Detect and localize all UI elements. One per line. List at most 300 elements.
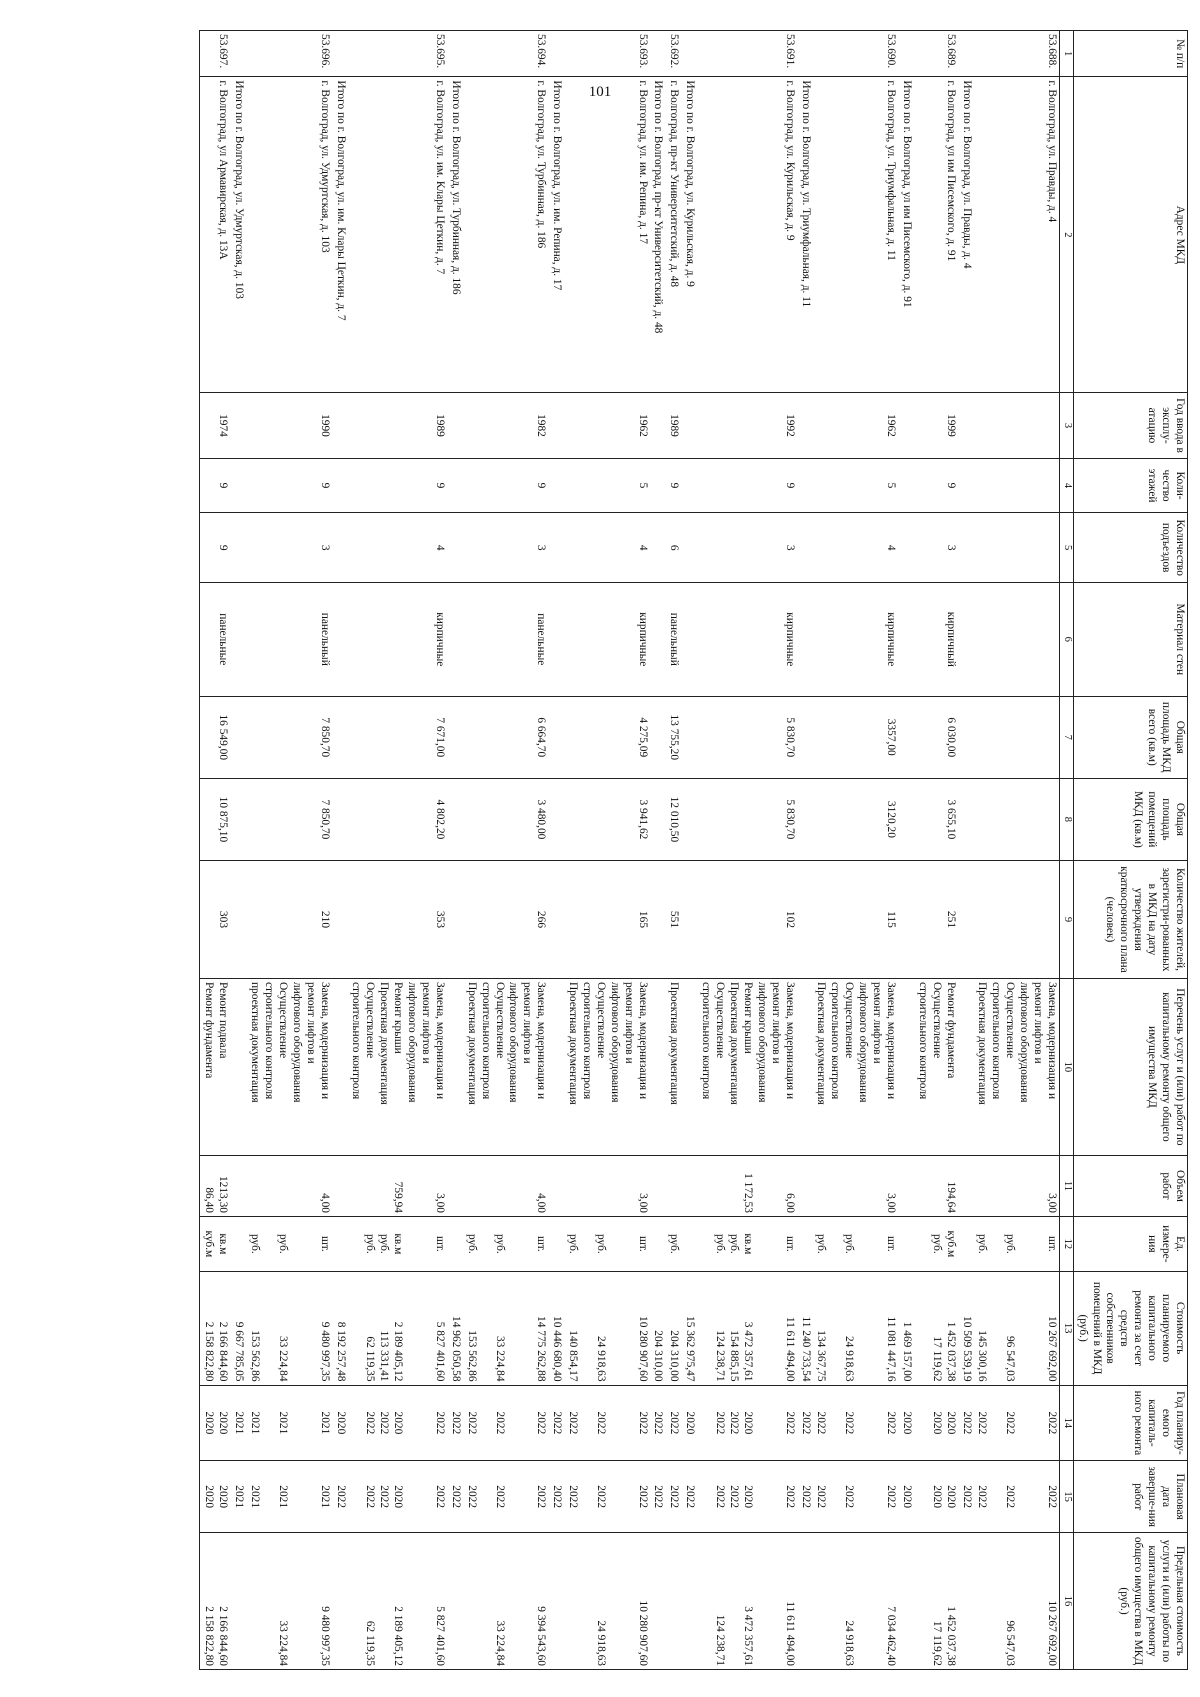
works-list-line: лифтового оборудования: [608, 981, 621, 1103]
work-volume: [813, 1155, 898, 1216]
repair-year-line: [349, 1389, 363, 1458]
floors: 5: [813, 458, 898, 513]
entrances: 3: [246, 513, 331, 583]
cost: [697, 1271, 796, 1385]
wall-material: [974, 582, 1060, 696]
limit-cost-line: [607, 1536, 621, 1666]
completion-date: [797, 1461, 813, 1533]
empty-cell: [548, 582, 564, 696]
empty-cell: [898, 1217, 914, 1272]
limit-cost: [246, 1532, 331, 1669]
completion-date-line: 2020: [900, 1485, 913, 1509]
empty-cell: [650, 978, 666, 1155]
work-volume-line: [506, 1159, 520, 1213]
empty-cell: [797, 978, 813, 1155]
residents: 266: [463, 860, 548, 978]
limit-cost: [230, 1532, 246, 1669]
column-header: Количество жителей, зарегистри-рованных в МКД на дату утверждения краткосрочного плана (человек): [1073, 860, 1187, 978]
work-volume-line: [478, 1159, 492, 1213]
work-volume-line: [376, 1159, 390, 1213]
address: Итого по г. Волгоград, ул. Правды, д. 4: [958, 77, 974, 393]
column-number: 15: [1059, 1461, 1073, 1533]
address: г. Волгоград, ул Армавирская, д. 13А: [200, 77, 230, 393]
empty-cell: [797, 458, 813, 513]
row-number: 53.688.: [974, 31, 1060, 77]
empty-cell: [447, 1217, 463, 1272]
repair-year-line: 2021: [249, 1411, 262, 1435]
works-list-line: Осуществление: [843, 981, 856, 1059]
empty-cell: [681, 458, 697, 513]
work-volume-line: [975, 1159, 989, 1213]
empty-cell: [898, 778, 914, 860]
limit-cost-line: 33 224,84: [493, 1620, 506, 1666]
address: Итого по г. Волгоград, ул. им. Репина, д. 17: [548, 77, 564, 393]
unit-line: [506, 1220, 520, 1268]
works-list-line: Осуществление: [714, 981, 727, 1059]
empty-cell: [332, 458, 348, 513]
empty-cell: [650, 1217, 666, 1272]
limit-cost-line: [376, 1536, 390, 1666]
cost-line: 8 192 257,48: [334, 1321, 347, 1382]
cost: [200, 1271, 230, 1385]
works-list: [914, 978, 958, 1155]
completion-date-line: 2022: [334, 1485, 347, 1509]
unit-line: руб.: [249, 1234, 262, 1254]
repair-year-line: 2022: [551, 1411, 564, 1435]
works-list-line: Замена, модернизация и: [884, 981, 897, 1100]
work-volume-line: 3,00: [1045, 1193, 1058, 1213]
empty-cell: [548, 1155, 564, 1216]
repair-year: [974, 1385, 1060, 1461]
floors: 9: [463, 458, 548, 513]
completion-date-line: 2022: [884, 1485, 897, 1509]
empty-cell: [650, 860, 666, 978]
cost-line: 10 267 692,00: [1045, 1316, 1058, 1382]
cost-line: 204 310,00: [652, 1330, 665, 1382]
work-volume: [974, 1155, 1060, 1216]
repair-year-line: 2020: [944, 1411, 957, 1435]
limit-cost-line: [519, 1536, 533, 1666]
column-header: № п/п: [1073, 31, 1187, 77]
unit: [348, 1217, 447, 1272]
limit-cost-line: [666, 1536, 680, 1666]
completion-date: [332, 1461, 348, 1533]
residents: 303: [200, 860, 230, 978]
cost-line: 33 224,84: [493, 1335, 506, 1382]
repair-year-line: 2022: [493, 1411, 506, 1435]
cost-line: [289, 1275, 303, 1382]
unit-line: [478, 1220, 492, 1268]
empty-cell: [650, 513, 666, 583]
cost-line: 10 280 907,60: [636, 1316, 649, 1382]
unit-line: руб.: [493, 1234, 506, 1254]
row-number: 53.696.: [246, 31, 331, 77]
column-number: 12: [1059, 1217, 1073, 1272]
repair-year-line: [289, 1389, 303, 1458]
column-number: 11: [1059, 1155, 1073, 1216]
cost-line: 113 331,41: [378, 1330, 391, 1382]
unit-line: [418, 1220, 432, 1268]
completion-date-line: 2022: [364, 1485, 377, 1509]
cost: [914, 1271, 958, 1385]
works-list: [665, 978, 681, 1155]
works-list-line: ремонт лифтов и: [622, 981, 635, 1064]
repair-year: [958, 1385, 974, 1461]
empty-cell: [898, 513, 914, 583]
limit-cost-line: 17 119,62: [930, 1620, 943, 1666]
work-volume-line: [827, 1159, 841, 1213]
cost-line: [303, 1275, 317, 1382]
cost: [650, 1271, 666, 1385]
works-list-line: строительного контроля: [263, 981, 276, 1100]
column-header: Перечень услуг и (или) работ по капитальному ремонту общего имущества МКД: [1073, 978, 1187, 1155]
repair-year: [246, 1385, 331, 1461]
commission-year: 1990: [246, 393, 331, 458]
completion-date: [898, 1461, 914, 1533]
work-volume-line: 4,00: [318, 1193, 331, 1213]
limit-cost-line: [549, 1536, 563, 1666]
total-row: [548, 31, 564, 1670]
cost-line: 14 775 262,88: [535, 1316, 548, 1382]
limit-cost-line: [621, 1536, 635, 1666]
works-list-line: ремонт лифтов и: [419, 981, 432, 1064]
limit-cost-line: [814, 1536, 828, 1666]
limit-cost-line: [303, 1536, 317, 1666]
repair-year: [650, 1385, 666, 1461]
unit-line: шт.: [884, 1236, 897, 1252]
repair-year-line: 2020: [203, 1411, 216, 1435]
limit-cost-line: [231, 1536, 245, 1666]
work-volume: [200, 1155, 230, 1216]
cost-line: 204 310,00: [668, 1330, 681, 1382]
cost: [898, 1271, 914, 1385]
limit-cost-line: [418, 1536, 432, 1666]
repair-year: [681, 1385, 697, 1461]
works-list-line: Замена, модернизация и: [535, 981, 548, 1100]
address: Итого по г. Волгоград, ул им Писемского, д. 91: [898, 77, 914, 393]
works-list-line: ремонт лифтов и: [1032, 981, 1045, 1064]
completion-date: [958, 1461, 974, 1533]
empty-cell: [447, 513, 463, 583]
completion-date-line: [303, 1464, 317, 1529]
limit-cost-line: 5 827 401,60: [433, 1606, 446, 1666]
unit-line: руб.: [843, 1234, 856, 1254]
wall-material: кирпичные: [348, 582, 447, 696]
unit-line: [1016, 1220, 1030, 1268]
limit-cost: [548, 1532, 564, 1669]
column-number: 14: [1059, 1385, 1073, 1461]
works-list-line: лифтового оборудования: [755, 981, 768, 1103]
empty-cell: [447, 582, 463, 696]
works-list-line: лифтового оборудования: [507, 981, 520, 1103]
repair-year-line: [607, 1389, 621, 1458]
cost-line: [506, 1275, 520, 1382]
entrances: 3: [463, 513, 548, 583]
repair-year-line: 2022: [783, 1411, 796, 1435]
works-list-line: строительного контроля: [479, 981, 492, 1100]
repair-year-line: 2022: [728, 1411, 741, 1435]
completion-date-line: 2022: [668, 1485, 681, 1509]
work-volume-line: [492, 1159, 506, 1213]
address: г. Волгоград, ул им Писемского, д. 91: [914, 77, 958, 393]
completion-date-line: 2020: [203, 1485, 216, 1509]
table-row: [348, 31, 447, 1670]
completion-date-line: 2022: [783, 1485, 796, 1509]
table-row: [246, 31, 331, 1670]
empty-cell: [650, 582, 666, 696]
completion-date-line: 2022: [594, 1485, 607, 1509]
cost-line: 2 189 405,12: [392, 1321, 405, 1382]
cost-line: 10 446 680,40: [551, 1316, 564, 1382]
works-list: [348, 978, 447, 1155]
repair-year-line: [1016, 1389, 1030, 1458]
repair-year: [697, 1385, 796, 1461]
column-number: 1: [1059, 31, 1073, 77]
unit-line: [404, 1220, 418, 1268]
works-list-line: строительного контроля: [700, 981, 713, 1100]
cost-line: [404, 1275, 418, 1382]
column-header: Адрес МКД: [1073, 77, 1187, 393]
completion-date-line: 2022: [433, 1485, 446, 1509]
work-volume-line: [855, 1159, 869, 1213]
work-volume-line: [464, 1159, 478, 1213]
limit-cost: [200, 1532, 230, 1669]
empty-cell: [332, 393, 348, 458]
work-volume-line: [418, 1159, 432, 1213]
unit-line: руб.: [714, 1234, 727, 1254]
total-area: 4 275,09: [564, 696, 649, 778]
cost-line: [607, 1275, 621, 1382]
completion-date: [548, 1461, 564, 1533]
floors: 9: [200, 458, 230, 513]
empty-cell: [797, 778, 813, 860]
completion-date: [463, 1461, 548, 1533]
work-volume-line: [621, 1159, 635, 1213]
limit-cost-line: 11 611 494,00: [783, 1601, 796, 1666]
cost-line: 1 469 157,00: [900, 1321, 913, 1382]
unit-line: [1030, 1220, 1044, 1268]
residents: 165: [564, 860, 649, 978]
cost-line: 2 158 822,80: [203, 1321, 216, 1382]
works-list-line: Проектная документация: [815, 981, 828, 1105]
cost-line: [418, 1275, 432, 1382]
completion-date-line: [768, 1464, 782, 1529]
column-number: 16: [1059, 1532, 1073, 1669]
row-number: [332, 31, 348, 77]
cost-line: 11 081 447,16: [884, 1316, 897, 1382]
empty-cell: [958, 978, 974, 1155]
limit-cost-line: 9 480 997,35: [318, 1606, 331, 1666]
residents: 353: [348, 860, 447, 978]
empty-cell: [548, 1217, 564, 1272]
empty-cell: [332, 1155, 348, 1216]
cost-line: [768, 1275, 782, 1382]
unit-line: [855, 1220, 869, 1268]
row-number: 53.695.: [348, 31, 447, 77]
completion-date-line: [988, 1464, 1002, 1529]
work-volume-line: [869, 1159, 883, 1213]
column-number: 8: [1059, 778, 1073, 860]
empty-cell: [650, 393, 666, 458]
repair-year: [447, 1385, 463, 1461]
total-row: [650, 31, 666, 1670]
limit-cost-line: 9 394 543,60: [535, 1606, 548, 1666]
works-list: [974, 978, 1060, 1155]
repair-year-line: [418, 1389, 432, 1458]
unit-line: руб.: [465, 1234, 478, 1254]
repair-year-line: [754, 1389, 768, 1458]
column-number: 7: [1059, 696, 1073, 778]
limit-cost-line: [349, 1536, 363, 1666]
limit-cost-line: [404, 1536, 418, 1666]
unit-line: шт.: [1045, 1236, 1058, 1252]
address: г. Волгоград, ул. им. Репина, д. 17: [564, 77, 649, 393]
limit-cost-line: [289, 1536, 303, 1666]
works-list-line: Ремонт крыши: [392, 981, 405, 1054]
cost-line: 15 362 975,47: [684, 1316, 697, 1382]
repair-year-line: 2022: [976, 1411, 989, 1435]
work-volume-line: 4,00: [535, 1193, 548, 1213]
empty-cell: [898, 860, 914, 978]
empty-cell: [797, 513, 813, 583]
cost: [681, 1271, 697, 1385]
limit-cost-line: 33 224,84: [276, 1620, 289, 1666]
column-number: 4: [1059, 458, 1073, 513]
limit-cost: [665, 1532, 681, 1669]
cost: [332, 1271, 348, 1385]
column-number: 5: [1059, 513, 1073, 583]
empty-cell: [681, 1217, 697, 1272]
work-volume: [348, 1155, 447, 1216]
works-list: [246, 978, 331, 1155]
unit-line: руб.: [1004, 1234, 1017, 1254]
empty-cell: [650, 458, 666, 513]
cost: [348, 1271, 447, 1385]
empty-cell: [548, 458, 564, 513]
repair-year: [200, 1385, 230, 1461]
cost: [974, 1271, 1060, 1385]
works-list-line: Ремонт подвала: [217, 981, 230, 1059]
limit-cost-line: [988, 1536, 1002, 1666]
work-volume-line: [698, 1159, 712, 1213]
works-list-line: проектная документация: [249, 981, 262, 1103]
table-row: [463, 31, 548, 1670]
work-volume-line: [349, 1159, 363, 1213]
unit-line: шт.: [318, 1236, 331, 1252]
works-list-line: Осуществление: [276, 981, 289, 1059]
repair-year-line: [698, 1389, 712, 1458]
row-number: 53.697.: [200, 31, 230, 77]
empty-cell: [332, 1217, 348, 1272]
empty-cell: [681, 513, 697, 583]
row-number: [958, 31, 974, 77]
repair-year-line: 2022: [364, 1411, 377, 1435]
empty-cell: [230, 978, 246, 1155]
wall-material: кирпичный: [914, 582, 958, 696]
works-list-line: Осуществление: [364, 981, 377, 1059]
limit-cost-line: [247, 1536, 261, 1666]
completion-date-line: [289, 1464, 303, 1529]
column-number: 6: [1059, 582, 1073, 696]
empty-cell: [332, 860, 348, 978]
completion-date-line: [478, 1464, 492, 1529]
unit: [463, 1217, 548, 1272]
empty-cell: [230, 1217, 246, 1272]
unit-line: куб.м: [203, 1230, 216, 1258]
repair-year-line: 2020: [217, 1411, 230, 1435]
cost-line: 17 119,62: [930, 1336, 943, 1382]
entrances: 4: [348, 513, 447, 583]
total-area: 7 671,00: [348, 696, 447, 778]
completion-date-line: 2022: [1045, 1485, 1058, 1509]
cost: [463, 1271, 548, 1385]
column-header: Объем работ: [1073, 1155, 1187, 1216]
unit-line: шт.: [636, 1236, 649, 1252]
table-row: [914, 31, 958, 1670]
work-volume-line: [768, 1159, 782, 1213]
completion-date: [813, 1461, 898, 1533]
limit-cost-line: [698, 1536, 712, 1666]
works-list-line: Проектная документация: [668, 981, 681, 1105]
repair-year-line: [519, 1389, 533, 1458]
row-number: [797, 31, 813, 77]
empty-cell: [681, 696, 697, 778]
repair-year-line: [303, 1389, 317, 1458]
residents: 210: [246, 860, 331, 978]
work-volume-line: [988, 1159, 1002, 1213]
commission-year: 1999: [914, 393, 958, 458]
empty-cell: [797, 393, 813, 458]
unit-line: руб.: [594, 1234, 607, 1254]
works-list-line: Ремонт крыши: [741, 981, 754, 1054]
entrances: 4: [813, 513, 898, 583]
repair-year: [898, 1385, 914, 1461]
column-header: Количество подъездов: [1073, 513, 1187, 583]
cost-line: 153 562,86: [465, 1330, 478, 1382]
completion-date-line: [869, 1464, 883, 1529]
repair-year-line: [478, 1389, 492, 1458]
unit-line: куб.м: [944, 1230, 957, 1258]
completion-date-line: 2020: [944, 1485, 957, 1509]
cost-line: 153 562,86: [249, 1330, 262, 1382]
empty-cell: [681, 860, 697, 978]
completion-date-line: [519, 1464, 533, 1529]
empty-cell: [230, 458, 246, 513]
entrances: 3: [697, 513, 796, 583]
address: г. Волгоград, ул. Правды, д. 4: [974, 77, 1060, 393]
empty-cell: [797, 860, 813, 978]
cost-line: [621, 1275, 635, 1382]
cost-line: 9 480 997,35: [318, 1321, 331, 1382]
limit-cost-line: 2 158 822,80: [203, 1606, 216, 1666]
completion-date: [246, 1461, 331, 1533]
cost: [958, 1271, 974, 1385]
repair-year-line: 2022: [884, 1411, 897, 1435]
completion-date-line: 2022: [799, 1485, 812, 1509]
empty-cell: [332, 978, 348, 1155]
empty-cell: [681, 393, 697, 458]
cost-line: 14 962 050,58: [449, 1316, 462, 1382]
work-volume-line: [841, 1159, 855, 1213]
empty-cell: [958, 1217, 974, 1272]
column-number: 2: [1059, 77, 1073, 393]
work-volume-line: [754, 1159, 768, 1213]
commission-year: 1992: [697, 393, 796, 458]
cost: [665, 1271, 681, 1385]
table-row: [974, 31, 1060, 1670]
limit-cost-line: [1016, 1536, 1030, 1666]
total-area: 7 850,70: [246, 696, 331, 778]
